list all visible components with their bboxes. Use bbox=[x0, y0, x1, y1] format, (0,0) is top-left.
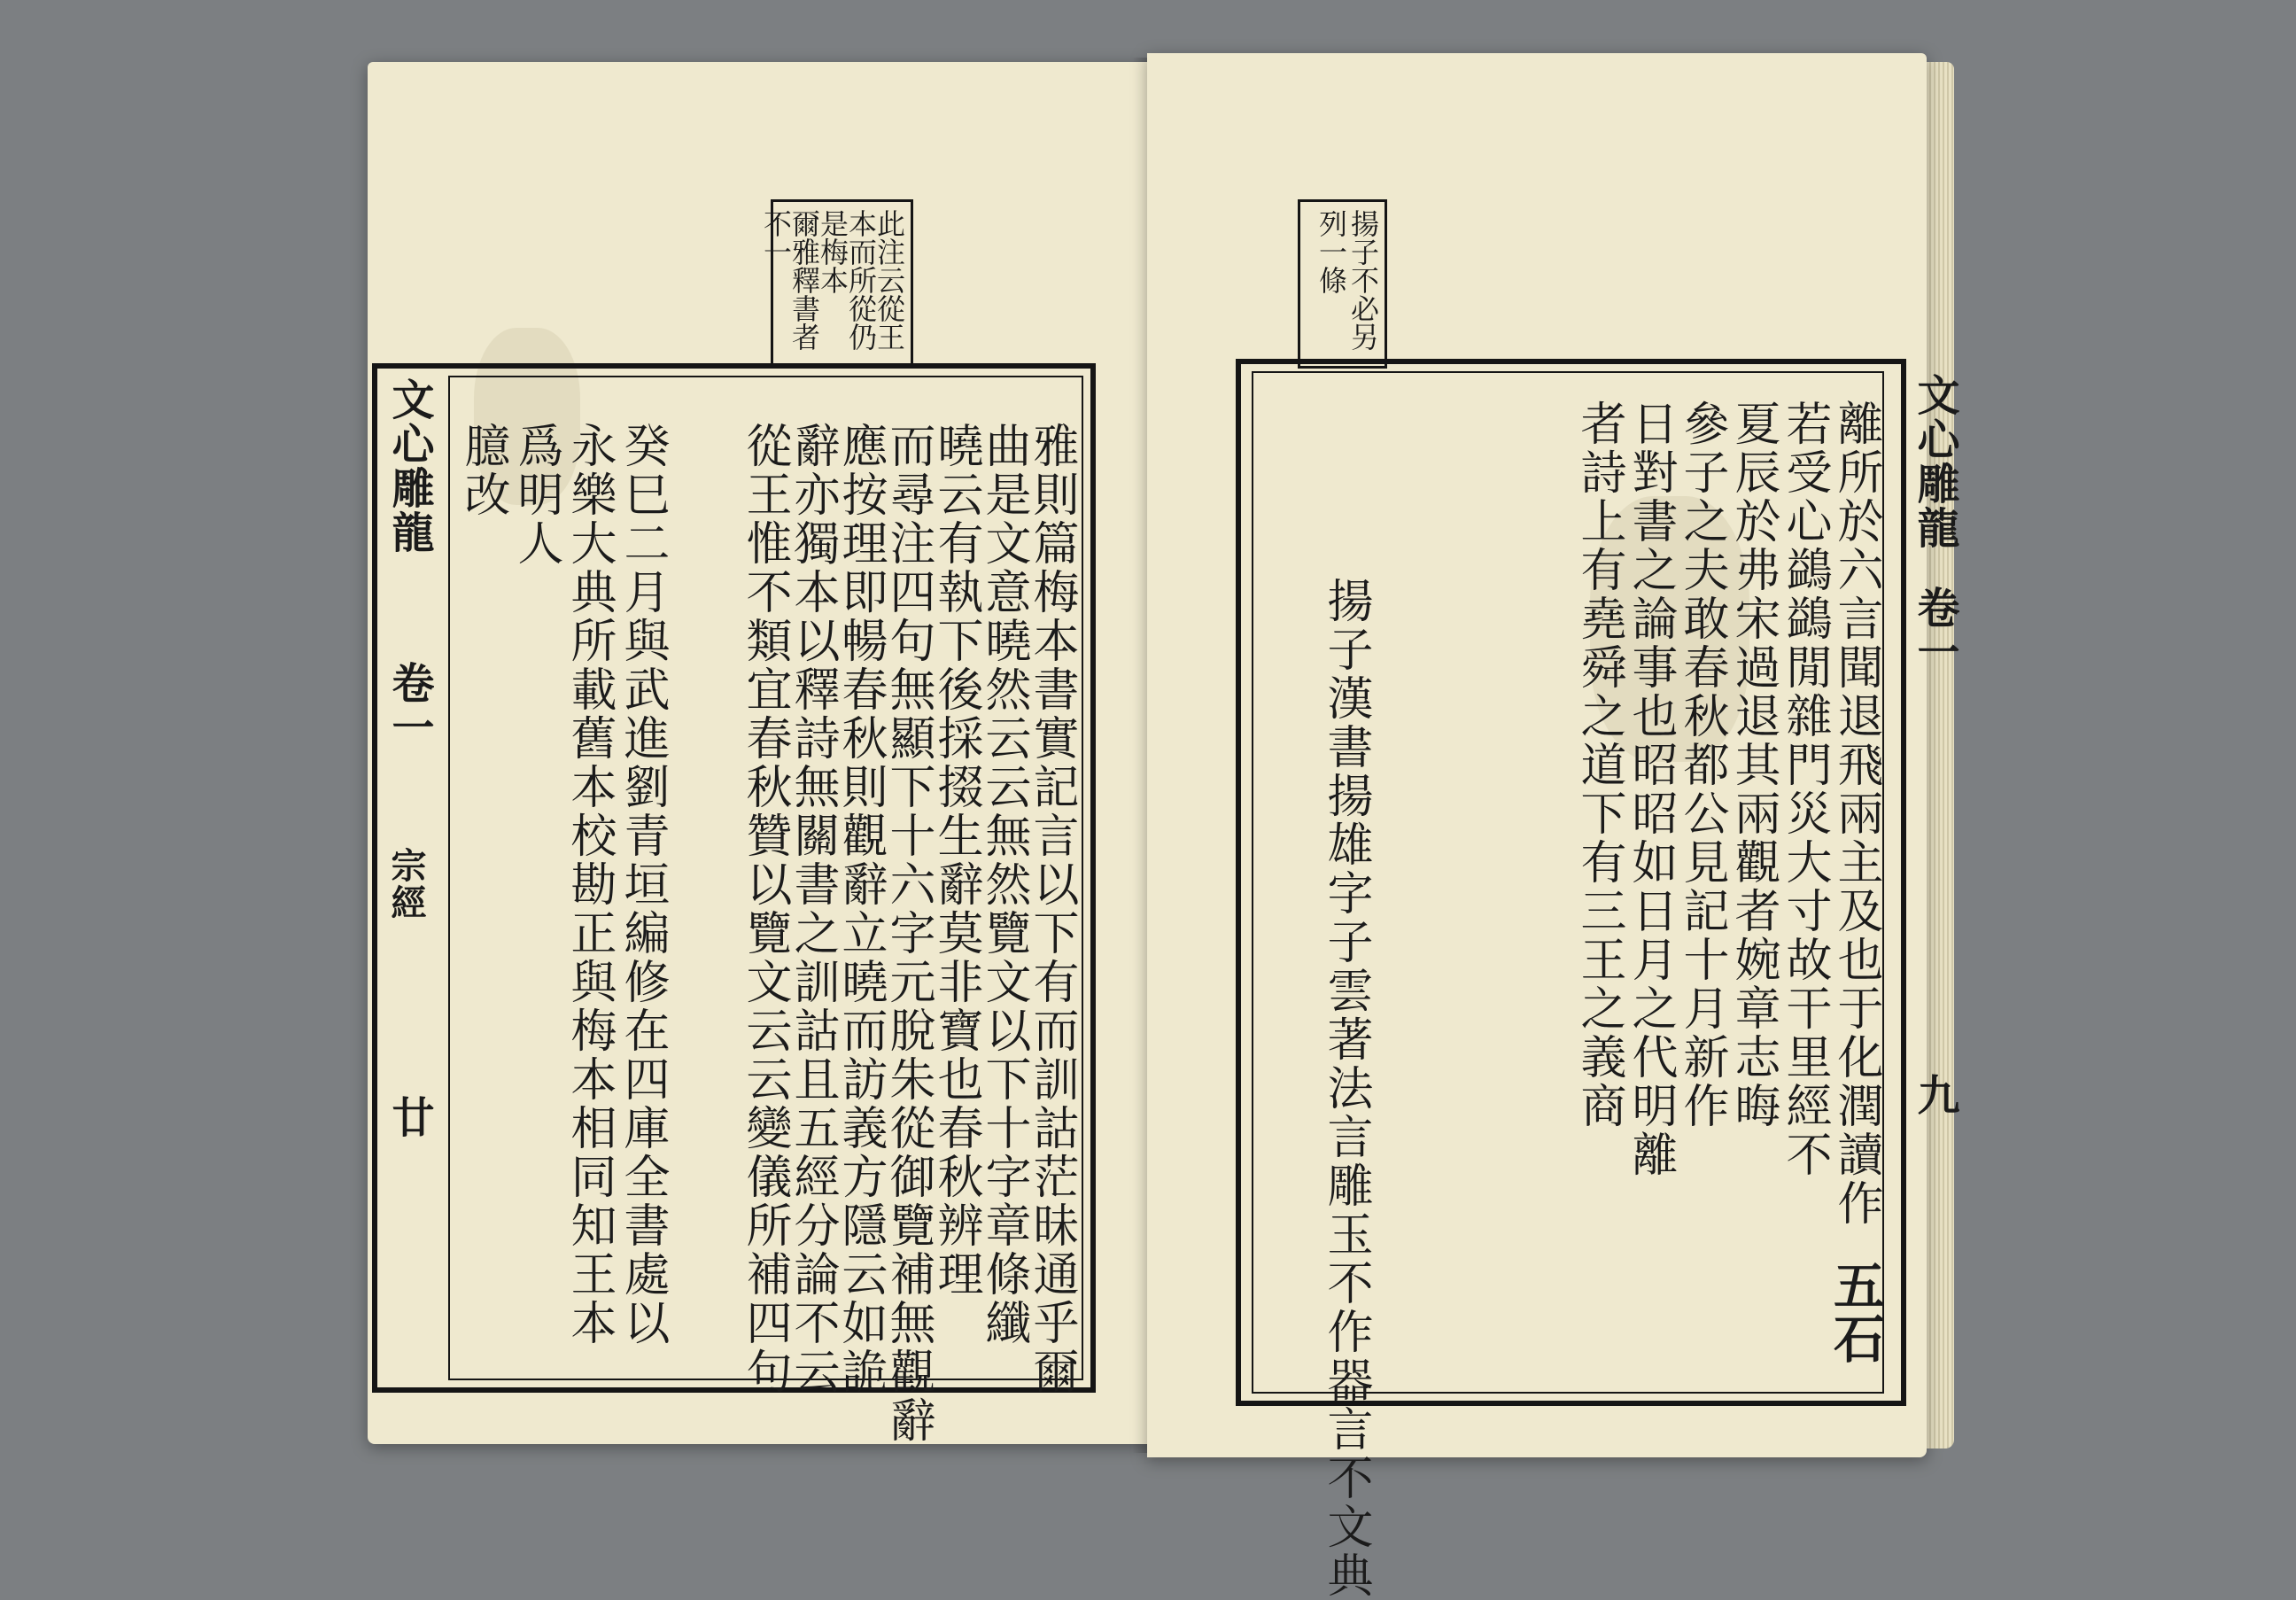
text-column: 臆改 bbox=[456, 422, 509, 519]
left-page bbox=[368, 62, 1147, 1444]
right-text-panel bbox=[1252, 371, 1885, 1600]
volume-label: 卷一 bbox=[384, 661, 434, 750]
text-column: 爲明人 bbox=[509, 422, 562, 568]
text-column: 曲是文意曉然云云無然覽文以下十字章條纖 bbox=[977, 422, 1030, 1348]
note-column: 本而所從仍 bbox=[844, 209, 878, 351]
text-column: 曉云有執下後採掇生辭莫非寶也春秋辨理 bbox=[929, 422, 982, 1299]
leaf-number: 九 bbox=[1910, 1073, 1959, 1117]
text-column: 日對書之論事也昭昭如日月之代明離 bbox=[1624, 400, 1677, 1179]
text-column: 而尋注四句無顯下十六字元脫朱從御覽補無觀辭 bbox=[881, 422, 935, 1445]
note-column: 揚子不必另 bbox=[1346, 209, 1380, 351]
note-column: 列一條 bbox=[1315, 209, 1348, 294]
volume-label: 卷一 bbox=[1910, 586, 1959, 674]
note-column: 爾雅釋書者 bbox=[787, 209, 821, 351]
chapter-label: 宗經 bbox=[385, 847, 427, 921]
right-top-note bbox=[1298, 199, 1387, 369]
text-column: 永樂大典所載舊本校勘正與梅本相同知王本 bbox=[562, 422, 616, 1348]
text-column: 應按理即暢春秋則觀辭立曉而訪義方隱云如詭 bbox=[834, 422, 887, 1396]
text-column: 癸巳二月與武進劉青垣編修在四庫全書處以 bbox=[616, 422, 669, 1348]
text-column: 者詩上有堯舜之道下有三王之義商 bbox=[1572, 400, 1625, 1130]
text-column: 辭亦獨本以釋詩無關書之訓詁且五經分論不云 bbox=[786, 422, 839, 1396]
right-text-frame bbox=[1236, 359, 1959, 1600]
text-column: 雅則篇梅本書實記言以下有而訓詁茫昧通乎爾 bbox=[1025, 422, 1078, 1396]
emphasized-characters: 五石 bbox=[1825, 1259, 1885, 1365]
text-column: 夏辰於弗宋過退其兩觀者婉章志晦 bbox=[1726, 400, 1780, 1130]
text-column: 從王惟不類宜春秋贊以覽文云云變儀所補四句 bbox=[738, 422, 791, 1396]
note-column: 此注云從王 bbox=[873, 209, 906, 351]
text-column: 參子之夫敢春秋都公見記十月新作 bbox=[1675, 400, 1728, 1130]
note-column: 不一 bbox=[759, 209, 793, 266]
page-side-title: 文心雕龍 bbox=[1910, 373, 1959, 550]
text-column: 揚子漢書揚雄字子雲著法言雕玉不作器言不文典 bbox=[1319, 577, 1372, 1600]
left-top-note bbox=[759, 199, 913, 369]
right-page bbox=[1147, 53, 1959, 1600]
text-column: 若受心鷁鷁閒雜門災大寸故干里經不 bbox=[1778, 400, 1831, 1179]
note-column: 是梅本 bbox=[816, 209, 849, 294]
page-side-title: 文心雕龍 bbox=[384, 377, 434, 555]
left-text-frame bbox=[372, 363, 1096, 1445]
leaf-number: 廿 bbox=[384, 1095, 434, 1139]
left-text-panel bbox=[448, 376, 1083, 1445]
text-column: 離所於六言聞退飛兩主及也于化潤讀作 bbox=[1829, 400, 1882, 1228]
